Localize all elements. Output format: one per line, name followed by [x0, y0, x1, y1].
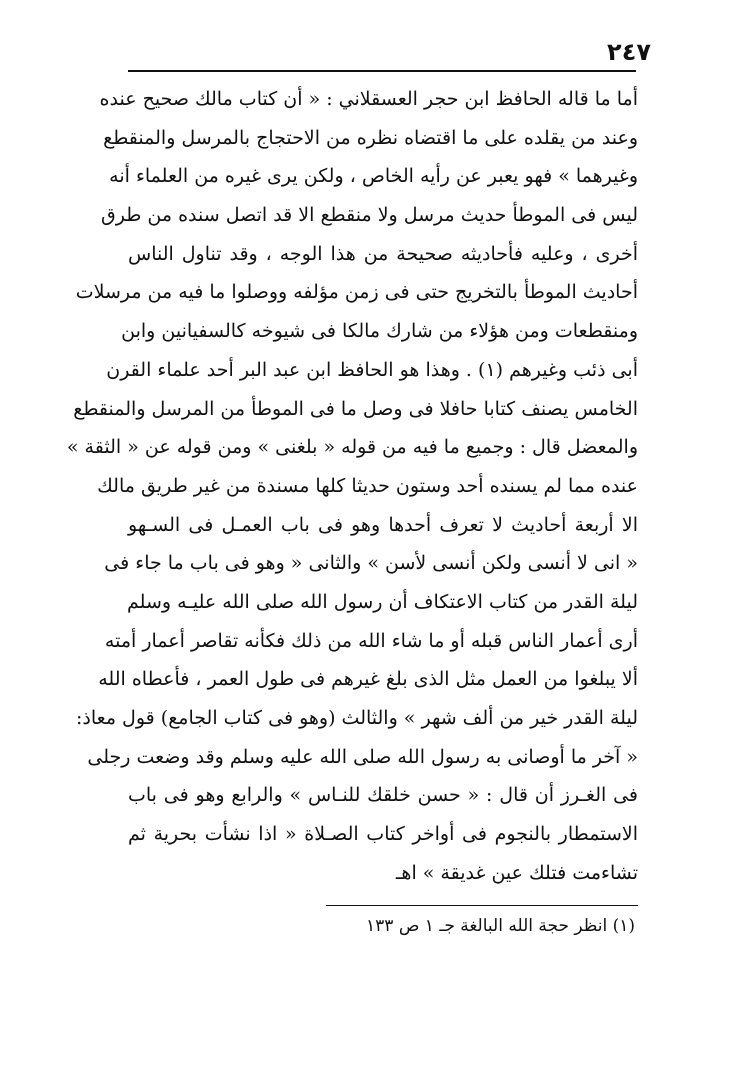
body-text — [66, 80, 638, 892]
text-line: وغيرهما » فهو يعبر عن رأيه الخاص ، ولكن يرى غيره من العلماء أنه — [109, 165, 638, 188]
text-line: أما ما قاله الحافظ ابن حجر العسقلاني : « أن كتاب مالك صحيح عنده — [99, 88, 638, 110]
text-line: فى الغـرز أن قال : « حسن خلقك للنـاس » والرابع وهو فى باب — [128, 784, 638, 807]
text-line: ليلة القدر خير من ألف شهر » والثالث (وهو فى كتاب الجامع) قول معاذ: — [76, 707, 638, 729]
page-number: ٢٤٧ — [607, 38, 651, 66]
header-rule — [128, 70, 636, 72]
text-line: ليلة القدر من كتاب الاعتكاف أن رسول الله صلى الله عليـه وسلم — [127, 590, 638, 613]
text-line: أخرى ، وعليه فأحاديثه صحيحة من هذا الوجه ، وقد تناول الناس — [128, 242, 638, 265]
text-line: الخامس يصنف كتابا حافلا فى وصل ما فى الموطأ من المرسل والمنقطع — [73, 397, 638, 420]
text-line: أرى أعمار الناس قبله أو ما شاء الله من ذلك فكأنه تقاصر أعمار أمته — [104, 629, 638, 652]
text-line: « انى لا أنسى ولكن أنسى لأسن » والثانى « وهو فى باب ما جاء فى — [104, 552, 638, 575]
text-line: عنده مما لم يسنده أحد وستون حديثا كلها مسندة من غير طريق مالك — [97, 474, 638, 497]
text-line: « آخر ما أوصانى به رسول الله صلى الله عليه وسلم وقد وضعت رجلى — [87, 745, 638, 768]
text-line: والمعضل قال : وجميع ما فيه من قوله « بلغنى » ومن قوله عن « الثقة » — [66, 436, 638, 459]
text-line: ليس فى الموطأ حديث مرسل ولا منقطع الا قد اتصل سنده من طرق — [101, 204, 638, 227]
text-line: أبى ذئب وغيرهم (١) . وهذا هو الحافظ ابن عبد البر أحد علماء القرن — [106, 358, 638, 381]
text-line: ألا يبلغوا من العمل مثل الذى بلغ غيرهم فى طول العمر ، فأعطاه الله — [98, 668, 638, 691]
text-line: وعند من يقلده على ما اقتضاه نظره من الاحتجاج بالمرسل والمنقطع — [103, 126, 638, 149]
text-line: الاستمطار بالنجوم فى أواخر كتاب الصـلاة « اذا نشأت بحرية ثم — [128, 823, 638, 846]
text-line: ومنقطعات ومن هؤلاء من شارك مالكا فى شيوخه كالسفيانين وابن — [121, 320, 638, 343]
footnote-rule — [326, 905, 638, 906]
text-line: أحاديث الموطأ بالتخريج حتى فى زمن مؤلفه ووصلوا ما فيه من مرسلات — [75, 281, 638, 304]
text-line-last: تشاءمت فتلك عين غديقة » اهـ — [395, 861, 638, 884]
footnote: (١) انظر حجة الله البالغة جـ ١ ص ١٣٣ — [366, 916, 635, 936]
text-line: الا أربعة أحاديث لا تعرف أحدها وهو فى باب العمـل فى السـهو — [128, 513, 638, 536]
